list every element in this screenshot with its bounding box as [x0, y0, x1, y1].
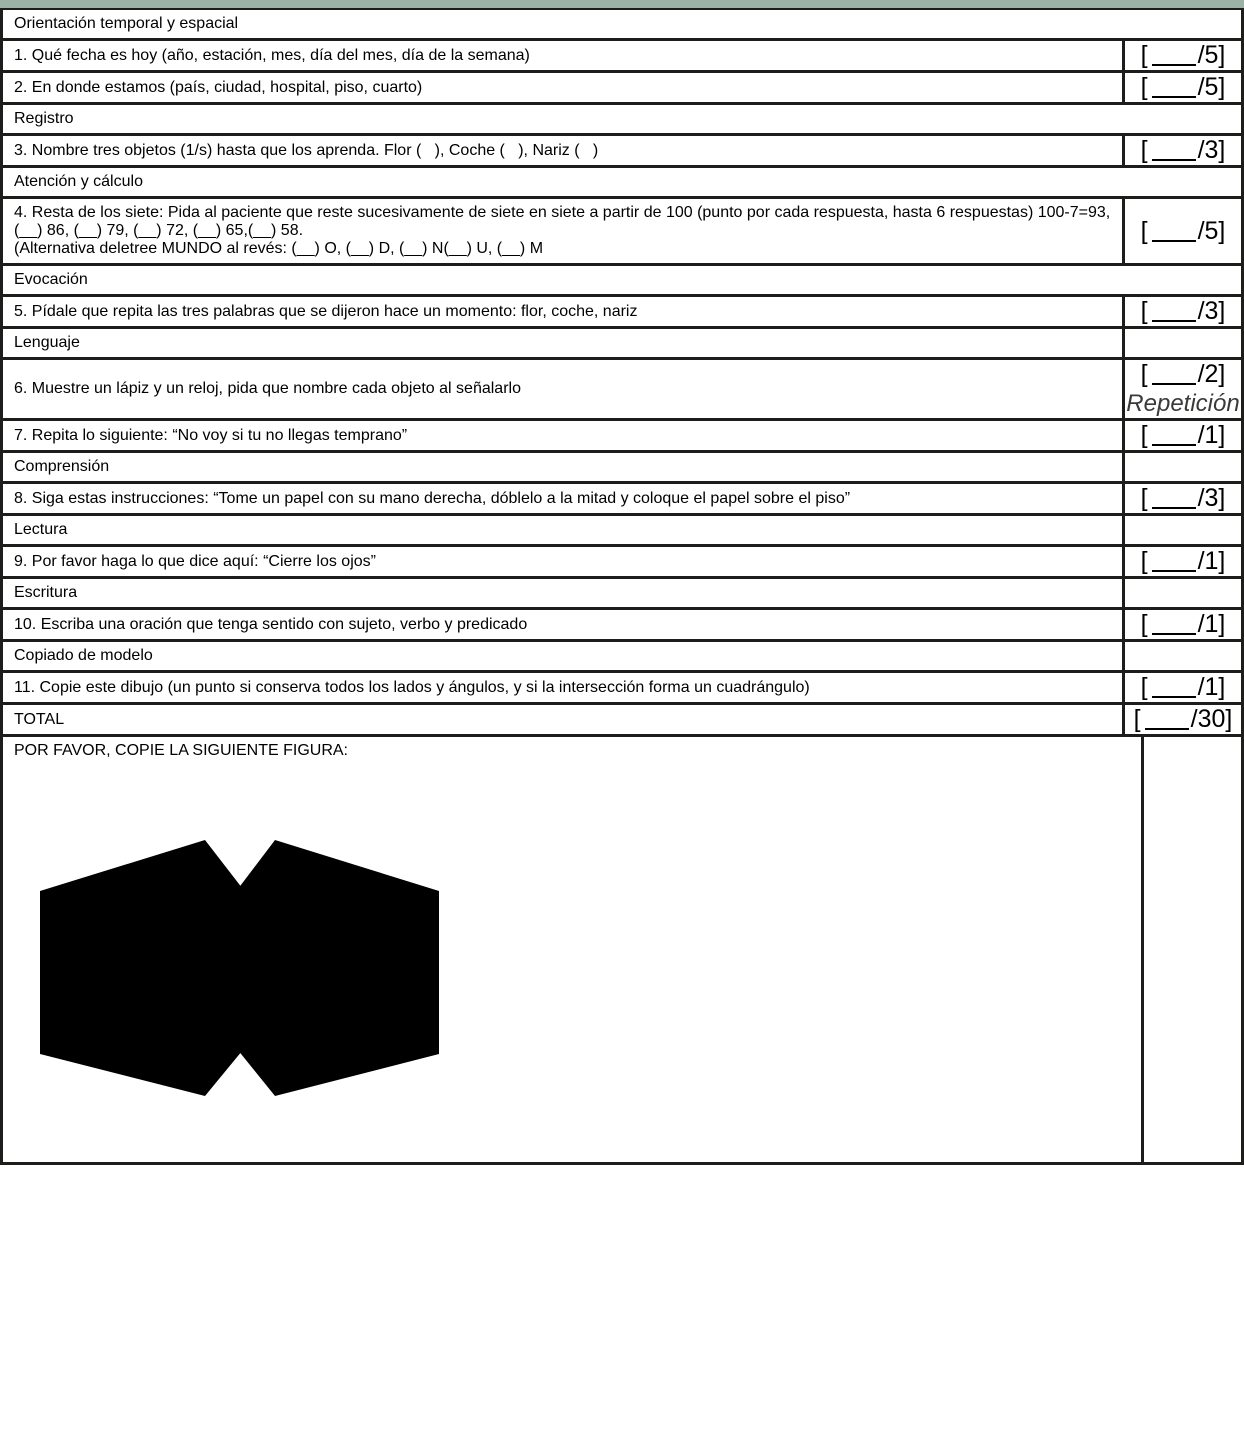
form-table — [0, 8, 1244, 1165]
section-header-comprension-spacer — [1122, 453, 1241, 481]
question-8-text: 8. Siga estas instrucciones: “Tome un papel con su mano derecha, dóblelo a la mitad y coloque el papel sobre el piso” — [14, 489, 851, 507]
score-bracket-4 — [1141, 217, 1226, 246]
score-open: [ — [1140, 421, 1148, 449]
score-blank-line — [1152, 502, 1196, 509]
score-bracket-1 — [1141, 41, 1226, 70]
question-4-text — [3, 199, 1122, 263]
total-label: TOTAL — [14, 710, 65, 728]
score-open: [ — [1140, 297, 1148, 325]
question-row-6 — [3, 357, 1241, 418]
score-blank-line — [1152, 628, 1196, 635]
score-field-10 — [1122, 610, 1241, 639]
question-2-text: 2. En donde estamos (país, ciudad, hospital, piso, cuarto) — [14, 78, 423, 96]
section-header-lenguaje-spacer — [1122, 329, 1241, 357]
score-close: /5] — [1197, 41, 1226, 69]
score-close: /1] — [1197, 673, 1226, 701]
section-header-lectura — [3, 513, 1241, 544]
score-blank-line — [1152, 91, 1196, 98]
score-field-5 — [1122, 297, 1241, 326]
score-blank-line — [1152, 235, 1196, 242]
score-close: /3] — [1197, 484, 1226, 512]
total-score-field — [1122, 705, 1241, 734]
section-header-lectura-label: Lectura — [14, 521, 68, 538]
score-bracket-8 — [1141, 484, 1226, 513]
score-open: [ — [1140, 484, 1148, 512]
score-close: /3] — [1197, 297, 1226, 325]
section-header-comprension — [3, 450, 1241, 481]
section-header-evocacion — [3, 263, 1241, 294]
score-bracket-5 — [1141, 297, 1226, 326]
question-3-text: 3. Nombre tres objetos (1/s) hasta que los aprenda. Flor ( ), Coche ( ), Nariz ( ) — [14, 141, 599, 159]
pentagons-figure — [14, 760, 1130, 1157]
section-header-escritura-spacer — [1122, 579, 1241, 607]
score-field-7 — [1122, 421, 1241, 450]
figure-cell — [3, 737, 1141, 1162]
question-row-11 — [3, 670, 1241, 702]
question-row-5 — [3, 294, 1241, 326]
question-11-text: 11. Copie este dibujo (un punto si conserva todos los lados y ángulos, y si la intersección forma un cuadrángulo) — [14, 678, 810, 696]
section-header-evocacion-label: Evocación — [14, 271, 88, 288]
question-10-text: 10. Escriba una oración que tenga sentido con sujeto, verbo y predicado — [14, 615, 528, 633]
score-close: /5] — [1197, 73, 1226, 101]
section-header-copiado-spacer — [1122, 642, 1241, 670]
score-field-8 — [1122, 484, 1241, 513]
section-header-comprension-label: Comprensión — [14, 458, 110, 475]
section-header-orientacion — [3, 10, 1241, 38]
section-header-registro — [3, 102, 1241, 133]
score-bracket-10 — [1141, 610, 1226, 639]
question-9-bold: “Cierre los ojos” — [263, 552, 376, 570]
score-close: /1] — [1197, 610, 1226, 638]
score-open: [ — [1140, 360, 1148, 388]
score-blank-line — [1152, 378, 1196, 385]
score-blank-line — [1152, 154, 1196, 161]
question-9-text — [3, 547, 1122, 576]
score-bracket-9 — [1141, 547, 1226, 576]
question-row-2 — [3, 70, 1241, 102]
score-blank-line — [1152, 439, 1196, 446]
total-score-bracket — [1134, 705, 1233, 734]
score-open: [ — [1140, 136, 1148, 164]
score-blank-line — [1152, 315, 1196, 322]
question-7-text: 7. Repita lo siguiente: “No voy si tu no llegas temprano” — [14, 426, 408, 444]
section-header-escritura-label: Escritura — [14, 584, 78, 601]
score-blank-line — [1152, 59, 1196, 66]
score-close: /1] — [1197, 421, 1226, 449]
score-field-3 — [1122, 136, 1241, 165]
section-header-lenguaje — [3, 326, 1241, 357]
score-field-11 — [1122, 673, 1241, 702]
score-close: /5] — [1197, 216, 1226, 245]
score-close: /2] — [1197, 360, 1226, 388]
score-blank-line — [1152, 691, 1196, 698]
score-open: [ — [1133, 705, 1141, 733]
score-field-1 — [1122, 41, 1241, 70]
question-1-text: 1. Qué fecha es hoy (año, estación, mes, día del mes, día de la semana) — [14, 46, 530, 64]
question-row-9 — [3, 544, 1241, 576]
section-header-copiado — [3, 639, 1241, 670]
score-open: [ — [1140, 216, 1148, 245]
score-close: /30] — [1190, 705, 1233, 733]
question-row-7 — [3, 418, 1241, 450]
question-9-line — [14, 553, 1111, 571]
score-bracket-6 — [1141, 360, 1226, 389]
score-field-9 — [1122, 547, 1241, 576]
score-bracket-7 — [1141, 421, 1226, 450]
question-row-8 — [3, 481, 1241, 513]
question-9-prefix: 9. Por favor haga lo que dice aquí: — [14, 552, 264, 570]
top-strip — [0, 0, 1244, 8]
figure-score-spacer — [1141, 737, 1244, 1162]
score-blank-line — [1152, 565, 1196, 572]
score-open: [ — [1140, 41, 1148, 69]
score-close: /3] — [1197, 136, 1226, 164]
question-row-3 — [3, 133, 1241, 165]
total-row — [3, 702, 1241, 734]
section-header-atencion — [3, 165, 1241, 196]
score-close: /1] — [1197, 547, 1226, 575]
figure-caption: POR FAVOR, COPIE LA SIGUIENTE FIGURA: — [14, 742, 348, 759]
section-header-orientacion-label: Orientación temporal y espacial — [14, 15, 239, 32]
question-4-line1: 4. Resta de los siete: Pida al paciente que reste sucesivamente de siete en siete a partir de 100 (punto por cada respuesta, hasta 6 respuestas) 100-7=93, (__) 86, (__) 79, (__) 72, (__) 65,(__) 58. — [14, 204, 1111, 239]
score-open: [ — [1140, 547, 1148, 575]
score-bracket-11 — [1141, 673, 1226, 702]
score-open: [ — [1140, 610, 1148, 638]
repeticion-note: Repetición — [1126, 390, 1240, 417]
pentagons-svg — [14, 760, 1130, 1152]
score-open: [ — [1140, 673, 1148, 701]
question-row-4 — [3, 196, 1241, 263]
question-6-text: 6. Muestre un lápiz y un reloj, pida que nombre cada objeto al señalarlo — [14, 380, 521, 397]
question-row-1 — [3, 38, 1241, 70]
score-blank-line — [1145, 723, 1189, 730]
score-bracket-2 — [1141, 73, 1226, 102]
score-field-6 — [1122, 360, 1241, 418]
section-header-registro-label: Registro — [14, 110, 74, 127]
question-5-text: 5. Pídale que repita las tres palabras que se dijeron hace un momento: flor, coche, nariz — [14, 302, 638, 320]
question-4-line2: (Alternativa deletree MUNDO al revés: (__) O, (__) D, (__) N(__) U, (__) M — [14, 240, 544, 257]
question-row-10 — [3, 607, 1241, 639]
section-header-atencion-label: Atención y cálculo — [14, 173, 143, 190]
figure-row — [3, 734, 1241, 1162]
section-header-lectura-spacer — [1122, 516, 1241, 544]
score-open: [ — [1140, 73, 1148, 101]
score-field-4 — [1122, 199, 1241, 263]
section-header-lenguaje-label: Lenguaje — [14, 334, 80, 351]
section-header-escritura — [3, 576, 1241, 607]
score-field-2 — [1122, 73, 1241, 102]
score-bracket-3 — [1141, 136, 1226, 165]
section-header-copiado-label: Copiado de modelo — [14, 647, 153, 664]
